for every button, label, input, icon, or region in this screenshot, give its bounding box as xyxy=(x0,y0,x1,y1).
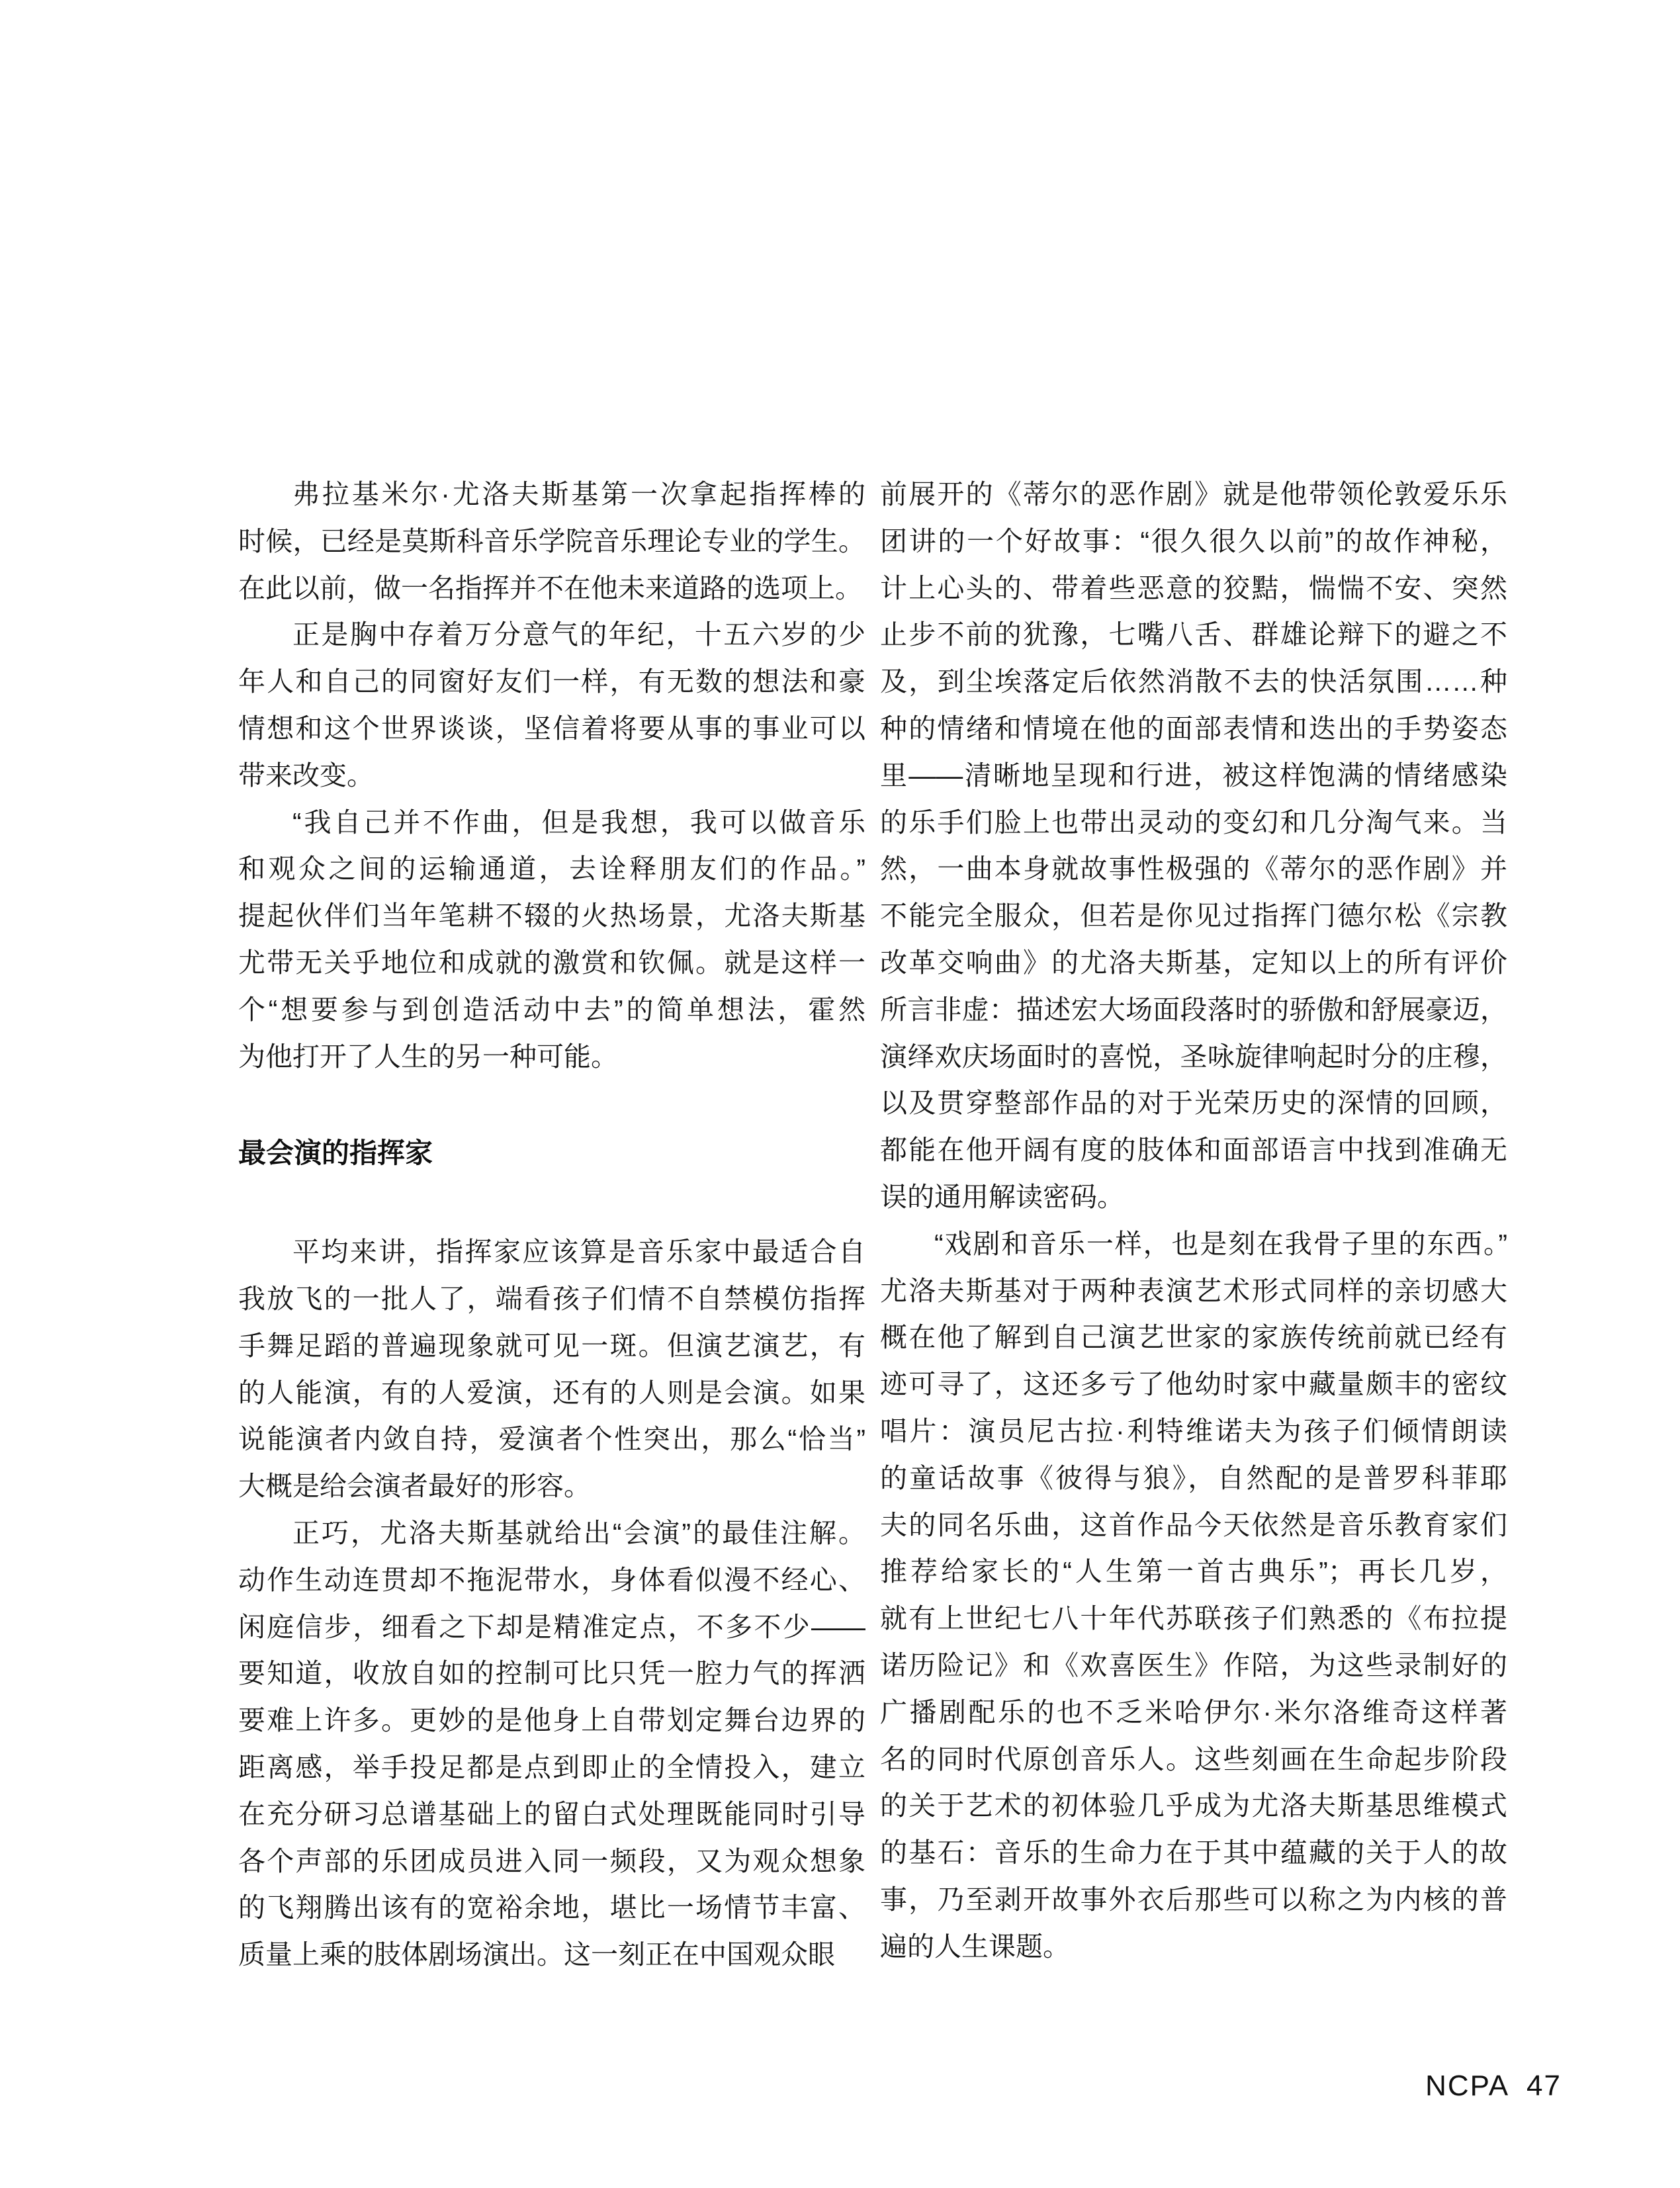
text-line: 正是胸中存着万分意气的年纪，十五六岁的少 xyxy=(292,619,865,650)
text-line: 以及贯穿整部作品的对于光荣历史的深情的回顾， xyxy=(880,1088,1507,1119)
text-line: 前展开的《蒂尔的恶作剧》就是他带领伦敦爱乐乐 xyxy=(880,479,1507,509)
section-heading: 最会演的指挥家 xyxy=(238,1137,433,1169)
text-line: 和观众之间的运输通道，去诠释朋友们的作品。” xyxy=(238,853,865,885)
text-line: 里——清晰地呈现和行进，被这样饱满的情绪感染 xyxy=(880,760,1507,791)
text-line: 在充分研习总谱基础上的留白式处理既能同时引导 xyxy=(238,1798,865,1829)
text-line: 遍的人生课题。 xyxy=(880,1931,1070,1962)
text-line: 的人能演，有的人爱演，还有的人则是会演。如果 xyxy=(238,1377,865,1408)
paragraph xyxy=(238,1510,865,1978)
text-line: 的飞翔腾出该有的宽裕余地，堪比一场情节丰富、 xyxy=(238,1892,865,1923)
text-line: 广播剧配乐的也不乏米哈伊尔·米尔洛维奇这样著 xyxy=(880,1696,1507,1728)
text-line: 误的通用解读密码。 xyxy=(880,1181,1124,1212)
text-line: 年人和自己的同窗好友们一样，有无数的想法和豪 xyxy=(238,666,865,697)
text-line: 正巧，尤洛夫斯基就给出“会演”的最佳注解。 xyxy=(292,1517,865,1548)
text-line: 诺历险记》和《欢喜医生》作陪，为这些录制好的 xyxy=(880,1649,1507,1681)
text-line: 大概是给会演者最好的形容。 xyxy=(238,1471,591,1502)
paragraph xyxy=(238,471,865,611)
text-line: 唱片：演员尼古拉·利特维诺夫为孩子们倾情朗读 xyxy=(880,1415,1507,1446)
text-line: 平均来讲，指挥家应该算是音乐家中最适合自 xyxy=(292,1237,865,1268)
paragraph xyxy=(880,1221,1507,1970)
text-line: 演绎欢庆场面时的喜悦，圣咏旋律响起时分的庄穆， xyxy=(880,1041,1507,1072)
text-line: 团讲的一个好故事：“很久很久以前”的故作神秘， xyxy=(880,525,1507,556)
text-line: 时候，已经是莫斯科音乐学院音乐理论专业的学生。 xyxy=(238,525,865,556)
text-line: 都能在他开阔有度的肢体和面部语言中找到准确无 xyxy=(880,1135,1507,1166)
text-line: 动作生动连贯却不拖泥带水，身体看似漫不经心、 xyxy=(238,1564,865,1595)
text-line: 带来改变。 xyxy=(238,760,374,791)
text-line: 不能完全服众，但若是你见过指挥门德尔松《宗教 xyxy=(880,900,1507,932)
paragraph xyxy=(238,1229,865,1510)
text-line: 距离感，举手投足都是点到即止的全情投入，建立 xyxy=(238,1751,865,1782)
text-line: 迹可寻了，这还多亏了他幼时家中藏量颇丰的密纹 xyxy=(880,1369,1507,1400)
text-line: 尤洛夫斯基对于两种表演艺术形式同样的亲切感大 xyxy=(880,1275,1507,1306)
text-line: 就有上世纪七八十年代苏联孩子们熟悉的《布拉提 xyxy=(880,1603,1507,1634)
text-line: 事，乃至剥开故事外衣后那些可以称之为内核的普 xyxy=(880,1884,1507,1915)
text-line: 弗拉基米尔·尤洛夫斯基第一次拿起指挥棒的 xyxy=(292,479,865,509)
text-line: 种的情绪和情境在他的面部表情和迭出的手势姿态 xyxy=(880,713,1507,744)
text-line: 说能演者内敛自持，爱演者个性突出，那么“恰当” xyxy=(238,1424,865,1455)
page-number: 47 xyxy=(1526,2070,1562,2102)
text-line: 名的同时代原创音乐人。这些刻画在生命起步阶段 xyxy=(880,1743,1507,1774)
text-line: “戏剧和音乐一样，也是刻在我骨子里的东西。” xyxy=(934,1228,1507,1259)
text-line: 个“想要参与到创造活动中去”的简单想法，霍然 xyxy=(238,994,865,1025)
article-body xyxy=(238,471,1507,1978)
footer-brand: NCPA xyxy=(1425,2070,1510,2102)
text-line: 概在他了解到自己演艺世家的家族传统前就已经有 xyxy=(880,1322,1507,1353)
text-line: 推荐给家长的“人生第一首古典乐”；再长几岁， xyxy=(880,1556,1507,1587)
text-line: 我放飞的一批人了，端看孩子们情不自禁模仿指挥 xyxy=(238,1283,865,1314)
text-line: 在此以前，做一名指挥并不在他未来道路的选项上。 xyxy=(238,572,862,603)
text-line: 手舞足蹈的普遍现象就可见一斑。但演艺演艺，有 xyxy=(238,1330,865,1361)
text-line: 的基石：音乐的生命力在于其中蕴藏的关于人的故 xyxy=(880,1837,1507,1868)
text-line: 闲庭信步，细看之下却是精准定点，不多不少—— xyxy=(238,1611,865,1642)
text-line: 止步不前的犹豫，七嘴八舌、群雄论辩下的避之不 xyxy=(880,619,1507,650)
text-line: 计上心头的、带着些恶意的狡黠，惴惴不安、突然 xyxy=(880,572,1507,603)
text-line: 所言非虚：描述宏大场面段落时的骄傲和舒展豪迈， xyxy=(880,994,1507,1025)
text-line: 提起伙伴们当年笔耕不辍的火热场景，尤洛夫斯基 xyxy=(238,900,865,932)
text-line: 要知道，收放自如的控制可比只凭一腔力气的挥洒 xyxy=(238,1658,865,1689)
text-line: 尤带无关乎地位和成就的激赏和钦佩。就是这样一 xyxy=(238,947,865,978)
text-line: 及，到尘埃落定后依然消散不去的快活氛围……种 xyxy=(880,666,1507,697)
paragraph xyxy=(238,611,865,799)
text-line: 改革交响曲》的尤洛夫斯基，定知以上的所有评价 xyxy=(880,947,1507,978)
text-line: 情想和这个世界谈谈，坚信着将要从事的事业可以 xyxy=(238,713,865,744)
text-line: 质量上乘的肢体剧场演出。这一刻正在中国观众眼 xyxy=(238,1939,835,1970)
left-column xyxy=(238,471,865,1978)
paragraph xyxy=(880,471,1507,1221)
paragraph xyxy=(238,799,865,1080)
text-line: “我自己并不作曲，但是我想，我可以做音乐 xyxy=(292,807,865,838)
text-line: 夫的同名乐曲，这首作品今天依然是音乐教育家们 xyxy=(880,1509,1507,1540)
text-line: 的童话故事《彼得与狼》，自然配的是普罗科菲耶 xyxy=(880,1462,1507,1493)
text-line: 要难上许多。更妙的是他身上自带划定舞台边界的 xyxy=(238,1705,865,1736)
text-line: 然，一曲本身就故事性极强的《蒂尔的恶作剧》并 xyxy=(880,853,1507,885)
text-line: 的乐手们脸上也带出灵动的变幻和几分淘气来。当 xyxy=(880,807,1507,838)
text-line: 各个声部的乐团成员进入同一频段，又为观众想象 xyxy=(238,1845,865,1876)
right-column xyxy=(880,471,1507,1978)
page-footer xyxy=(1425,2070,1562,2103)
text-line: 为他打开了人生的另一种可能。 xyxy=(238,1041,618,1072)
text-line: 的关于艺术的初体验几乎成为尤洛夫斯基思维模式 xyxy=(880,1790,1507,1821)
